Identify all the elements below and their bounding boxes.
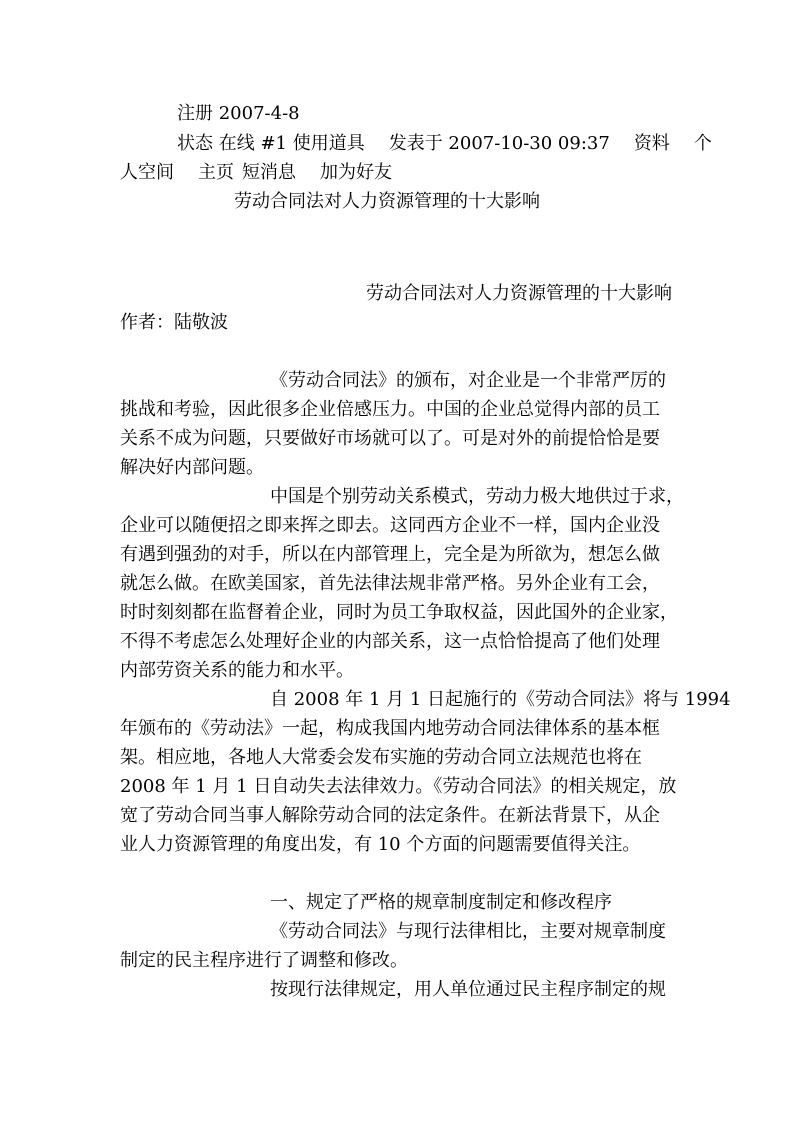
paragraph-line: 制定的民主程序进行了调整和修改。 bbox=[120, 950, 408, 971]
paragraph-line: 2008 年 1 月 1 日自动失去法律效力。《劳动合同法》的相关规定，放 bbox=[120, 776, 677, 797]
paragraph-line: 不得不考虑怎么处理好企业的内部关系，这一点恰恰提高了他们处理 bbox=[120, 631, 660, 652]
message-link[interactable]: 短消息 bbox=[242, 162, 296, 183]
personal-space-link-part1[interactable]: 个 bbox=[693, 133, 712, 154]
paragraph-line: 架。相应地，各地人大常委会发布实施的劳动合同立法规范也将在 bbox=[120, 747, 642, 768]
paragraph-line: 时时刻刻都在监督着企业，同时为员工争取权益，因此国外的企业家， bbox=[120, 602, 678, 623]
post-actions-line bbox=[120, 162, 392, 184]
paragraph-line: 中国是个别劳动关系模式，劳动力极大地供过于求， bbox=[270, 486, 684, 507]
paragraph-line: 《劳动合同法》的颁布，对企业是一个非常严厉的 bbox=[270, 370, 666, 391]
paragraph-line: 自 2008 年 1 月 1 日起施行的《劳动合同法》将与 1994 bbox=[270, 689, 731, 710]
paragraph-line: 关系不成为问题，只要做好市场就可以了。可是对外的前提恰恰是要 bbox=[120, 428, 660, 449]
personal-space-link-part2[interactable]: 人空间 bbox=[120, 162, 174, 183]
paragraph-line: 业人力资源管理的角度出发，有 10 个方面的问题需要值得关注。 bbox=[120, 834, 641, 855]
post-title: 劳动合同法对人力资源管理的十大影响 bbox=[234, 191, 540, 212]
paragraph-line: 按现行法律规定，用人单位通过民主程序制定的规 bbox=[270, 979, 666, 1000]
article-title: 劳动合同法对人力资源管理的十大影响 bbox=[366, 283, 672, 304]
homepage-link[interactable]: 主页 bbox=[198, 162, 234, 183]
status-info: 状态 在线 #1 使用道具 bbox=[177, 133, 365, 154]
paragraph-line: 有遇到强劲的对手，所以在内部管理上，完全是为所欲为，想怎么做 bbox=[120, 544, 660, 565]
post-status-line bbox=[177, 133, 712, 155]
post-timestamp: 发表于 2007-10-30 09:37 bbox=[388, 133, 610, 154]
paragraph-line: 挑战和考验，因此很多企业倍感压力。中国的企业总觉得内部的员工 bbox=[120, 399, 660, 420]
article-author: 作者：陆敬波 bbox=[120, 312, 228, 333]
paragraph-line: 就怎么做。在欧美国家，首先法律法规非常严格。另外企业有工会， bbox=[120, 573, 660, 594]
paragraph-line: 企业可以随便招之即来挥之即去。这同西方企业不一样，国内企业没 bbox=[120, 515, 660, 536]
paragraph-line: 解决好内部问题。 bbox=[120, 457, 264, 478]
paragraph-line: 《劳动合同法》与现行法律相比，主要对规章制度 bbox=[270, 921, 666, 942]
profile-link[interactable]: 资料 bbox=[633, 133, 670, 154]
paragraph-line: 宽了劳动合同当事人解除劳动合同的法定条件。在新法背景下，从企 bbox=[120, 805, 660, 826]
register-date: 注册 2007-4-8 bbox=[177, 103, 300, 124]
section-heading: 一、规定了严格的规章制度制定和修改程序 bbox=[270, 892, 612, 913]
add-friend-link[interactable]: 加为好友 bbox=[320, 162, 392, 183]
paragraph-line: 内部劳资关系的能力和水平。 bbox=[120, 660, 354, 681]
paragraph-line: 年颁布的《劳动法》一起，构成我国内地劳动合同法律体系的基本框 bbox=[120, 718, 660, 739]
